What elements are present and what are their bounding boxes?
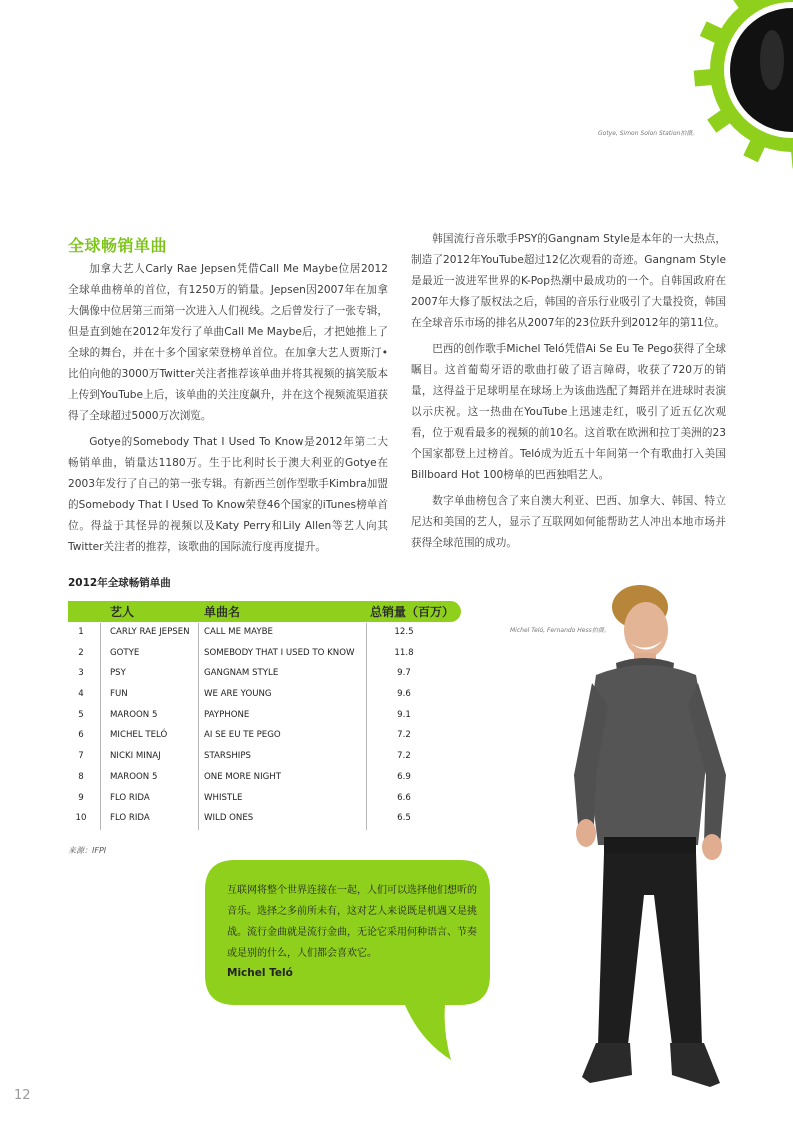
cell-sales: 7.2 [397, 751, 411, 762]
cell-artist: PSY [110, 668, 126, 679]
cell-sales: 9.1 [397, 709, 411, 720]
cell-rank: 7 [78, 751, 84, 762]
paragraph-summary: 数字单曲榜包含了来自澳大利亚、巴西、加拿大、韩国、特立尼达和美国的艺人，显示了互联网如何能帮助艺人冲出本地市场并获得全球范围的成功。 [411, 495, 726, 549]
cell-rank: 3 [78, 668, 84, 679]
table-title: 2012年全球畅销单曲 [68, 577, 171, 589]
page-number: 12 [14, 1088, 31, 1103]
table-row [68, 685, 461, 706]
table-row [68, 726, 461, 747]
photo-caption-telo: Michel Teló, Fernando Hess拍摄。 [510, 627, 610, 634]
cell-rank: 8 [78, 771, 84, 782]
section-title: 全球畅销单曲 [68, 236, 168, 255]
table-divider [100, 623, 101, 830]
cell-rank: 2 [78, 647, 84, 658]
table-divider [198, 623, 199, 830]
table-row [68, 664, 461, 685]
cell-artist: FLO RIDA [110, 792, 150, 803]
cell-artist: MICHEL TELÓ [110, 730, 168, 741]
cell-artist: MAROON 5 [110, 771, 158, 782]
cell-single: SOMEBODY THAT I USED TO KNOW [204, 647, 355, 658]
cell-single: AI SE EU TE PEGO [204, 730, 281, 741]
cell-sales: 6.5 [397, 813, 411, 824]
quote-text: 互联网将整个世界连接在一起，人们可以选择他们想听的音乐。选择之多前所未有，这对艺人来说既是机遇又是挑战。流行金曲就是流行金曲，无论它采用何种语言、节奏或是别的什么，人们都会喜欢它。 [227, 885, 477, 959]
table-header [68, 601, 461, 622]
cell-rank: 9 [78, 792, 84, 803]
cell-sales: 12.5 [394, 627, 414, 637]
table-divider [366, 623, 367, 830]
cell-artist: NICKI MINAJ [110, 751, 161, 762]
cell-artist: FLO RIDA [110, 813, 150, 824]
cell-sales: 6.6 [397, 792, 411, 803]
decorative-gear-graphic [680, 0, 793, 215]
table-row [68, 623, 461, 644]
cell-artist: MAROON 5 [110, 709, 158, 720]
quote-author: Michel Teló [227, 967, 293, 979]
header-artist: 艺人 [110, 605, 135, 619]
paragraph-psy: 韩国流行音乐歌手PSY的Gangnam Style是本年的一大热点，制造了2012年YouTube超过12亿次观看的奇迹。Gangnam Style是最近一波进军世界的K-Pop热潮中最成功的一个。自韩国政府在2007年大修了版权法之后，韩国的音乐行业吸引了大量投资，韩国在全球音乐市场的排名从2007年的23位跃升到2012年的第11位。 [411, 233, 726, 329]
cell-sales: 6.9 [397, 771, 411, 782]
table-row [68, 789, 461, 810]
photo-caption-gotye: Gotye, Simon Solon Station拍摄。 [598, 130, 699, 137]
cell-artist: GOTYE [110, 647, 140, 658]
cell-artist: CARLY RAE JEPSEN [110, 627, 190, 637]
table-row [68, 809, 461, 830]
cell-single: ONE MORE NIGHT [204, 771, 281, 782]
table-row [68, 747, 461, 768]
table-source: 来源：IFPI [68, 846, 107, 855]
cell-single: PAYPHONE [204, 709, 250, 720]
table-row [68, 768, 461, 789]
table-row [68, 706, 461, 727]
right-column [411, 229, 726, 559]
cell-sales: 9.7 [397, 668, 411, 679]
cell-sales: 11.8 [394, 647, 414, 658]
table-body [68, 623, 461, 830]
cell-sales: 7.2 [397, 730, 411, 741]
table-row [68, 644, 461, 665]
cell-single: WE ARE YOUNG [204, 689, 272, 700]
cell-single: GANGNAM STYLE [204, 668, 279, 679]
cell-single: STARSHIPS [204, 751, 251, 762]
header-sales: 总销量（百万） [370, 605, 455, 619]
cell-artist: FUN [110, 689, 128, 700]
paragraph-jepsen: 加拿大艺人Carly Rae Jepsen凭借Call Me Maybe位居2012全球单曲榜单的首位，有1250万的销量。Jepsen因2007年在加拿大偶像中位居第三而第一次进入人们视线。之后曾发行了一张专辑，但是直到她在2012年发行了单曲Call Me Maybe后，才把她推上了全球的舞台，并在十多个国家荣登榜单首位。在加拿大艺人贾斯汀•比伯向他的3000万Twitter关注者推荐该单曲并将其视频的搞笑版本上传到YouTube上后，该单曲的关注度飙升，并在这个视频流渠道获得了全球超过5000万次浏览。 [68, 263, 388, 422]
cell-rank: 6 [78, 730, 84, 741]
cell-single: WHISTLE [204, 792, 243, 803]
cell-sales: 9.6 [397, 689, 411, 700]
paragraph-telo: 巴西的创作歌手Michel Teló凭借Ai Se Eu Te Pego获得了全球瞩目。这首葡萄牙语的歌曲打破了语言障碍，收获了720万的销量，这得益于足球明星在球场上为该曲选配了舞蹈并在进球时表演以示庆祝。这一热曲在YouTube上迅速走红，吸引了近五亿次观看，位于观看最多的视频的前10名。这首歌在欧洲和拉丁美洲的23个国家都登上过榜首。Teló成为近五十年间第一个有歌曲打入美国Billboard Hot 100榜单的巴西独唱艺人。 [411, 343, 726, 481]
paragraph-gotye: Gotye的Somebody That I Used To Know是2012年第二大畅销单曲，销量达1180万。生于比利时长于澳大利亚的Gotye在2003年发行了自己的第一张专辑。有新西兰创作型歌手Kimbra加盟的Somebody That I Used To Know荣登46个国家的iTunes榜单首位。得益于其怪异的视频以及Katy Perry和Lily Allen等艺人向其Twitter关注者的推荐，该歌曲的国际流行度再度提升。 [68, 436, 388, 553]
cell-rank: 4 [78, 689, 84, 700]
cell-single: WILD ONES [204, 813, 254, 824]
cell-rank: 10 [75, 813, 87, 824]
header-single: 单曲名 [204, 605, 241, 619]
cell-rank: 1 [78, 627, 84, 637]
cell-single: CALL ME MAYBE [204, 627, 273, 637]
left-column [68, 259, 388, 563]
michel-telo-photo [548, 575, 793, 1122]
cell-rank: 5 [78, 709, 84, 720]
